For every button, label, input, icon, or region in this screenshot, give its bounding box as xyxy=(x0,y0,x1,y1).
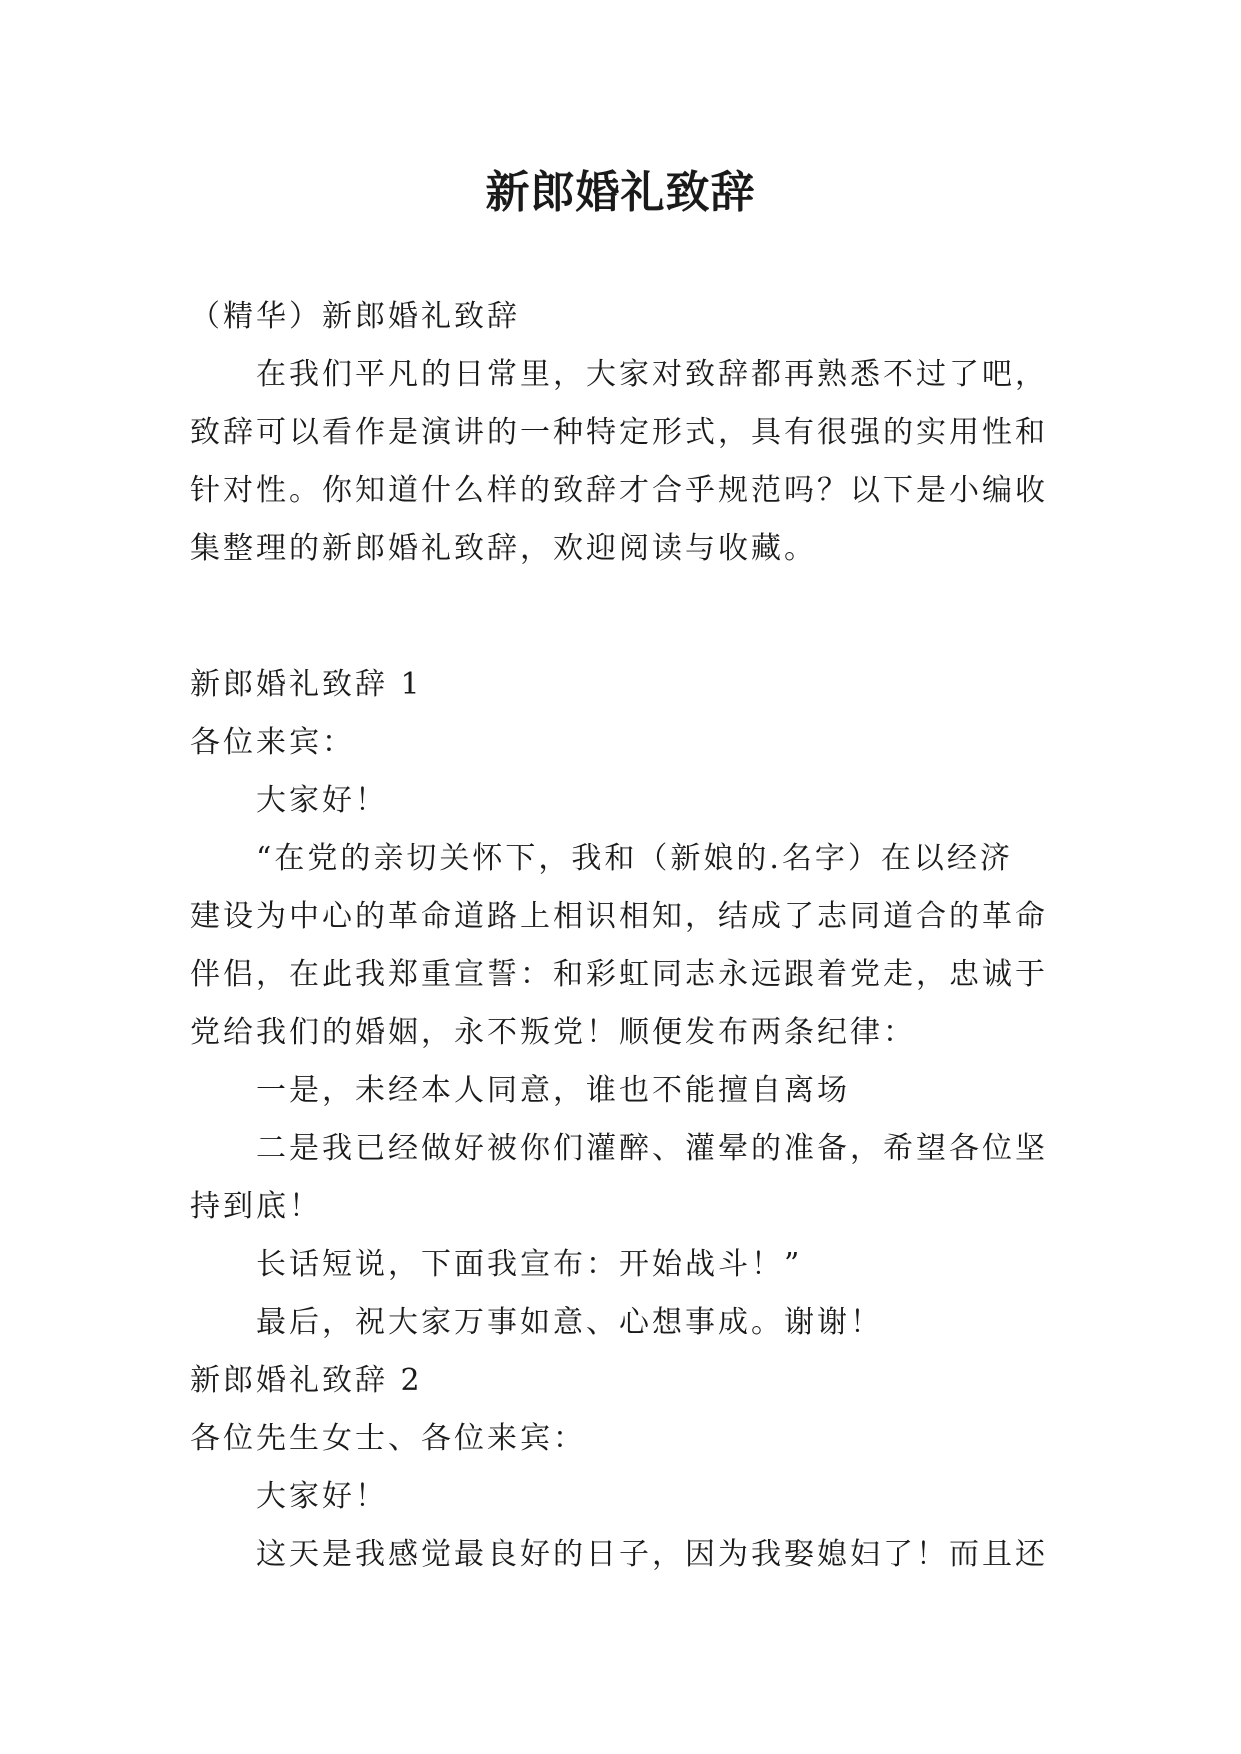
speech-paragraph-line: 党给我们的婚姻，永不叛党！顺便发布两条纪律： xyxy=(190,1015,916,1050)
salutation: 各位来宾： xyxy=(190,725,355,760)
document-body xyxy=(190,288,1070,1584)
speech-paragraph-line: 这天是我感觉最良好的日子，因为我娶媳妇了！而且还 xyxy=(256,1537,1048,1572)
closing-line: 最后，祝大家万事如意、心想事成。谢谢！ xyxy=(256,1305,883,1340)
rule-two-line: 持到底！ xyxy=(190,1189,322,1224)
rule-one: 一是，未经本人同意，谁也不能擅自离场 xyxy=(256,1073,850,1108)
speech-paragraph-line: 建设为中心的革命道路上相识相知，结成了志同道合的革命 xyxy=(190,899,1048,934)
speech-paragraph-line: 伴侣，在此我郑重宣誓：和彩虹同志永远跟着党走，忠诚于 xyxy=(190,957,1048,992)
document-title: 新郎婚礼致辞 xyxy=(485,167,756,218)
speech-paragraph-line: “在党的亲切关怀下，我和（新娘的.名字）在以经济 xyxy=(256,841,1013,876)
rule-two-line: 二是我已经做好被你们灌醉、灌晕的准备，希望各位坚 xyxy=(256,1131,1048,1166)
subtitle-line: （精华）新郎婚礼致辞 xyxy=(190,299,520,334)
speech-paragraph-line: 长话短说，下面我宣布：开始战斗！” xyxy=(256,1247,803,1282)
intro-paragraph-line: 致辞可以看作是演讲的一种特定形式，具有很强的实用性和 xyxy=(190,415,1048,450)
greeting: 大家好！ xyxy=(256,783,388,818)
greeting: 大家好！ xyxy=(256,1479,388,1514)
salutation: 各位先生女士、各位来宾： xyxy=(190,1421,586,1456)
section-heading-1: 新郎婚礼致辞 1 xyxy=(190,667,423,702)
intro-paragraph-line: 集整理的新郎婚礼致辞，欢迎阅读与收藏。 xyxy=(190,531,817,566)
intro-paragraph-line: 在我们平凡的日常里，大家对致辞都再熟悉不过了吧， xyxy=(256,357,1048,392)
section-heading-2: 新郎婚礼致辞 2 xyxy=(190,1363,423,1398)
intro-paragraph-line: 针对性。你知道什么样的致辞才合乎规范吗？以下是小编收 xyxy=(190,473,1048,508)
